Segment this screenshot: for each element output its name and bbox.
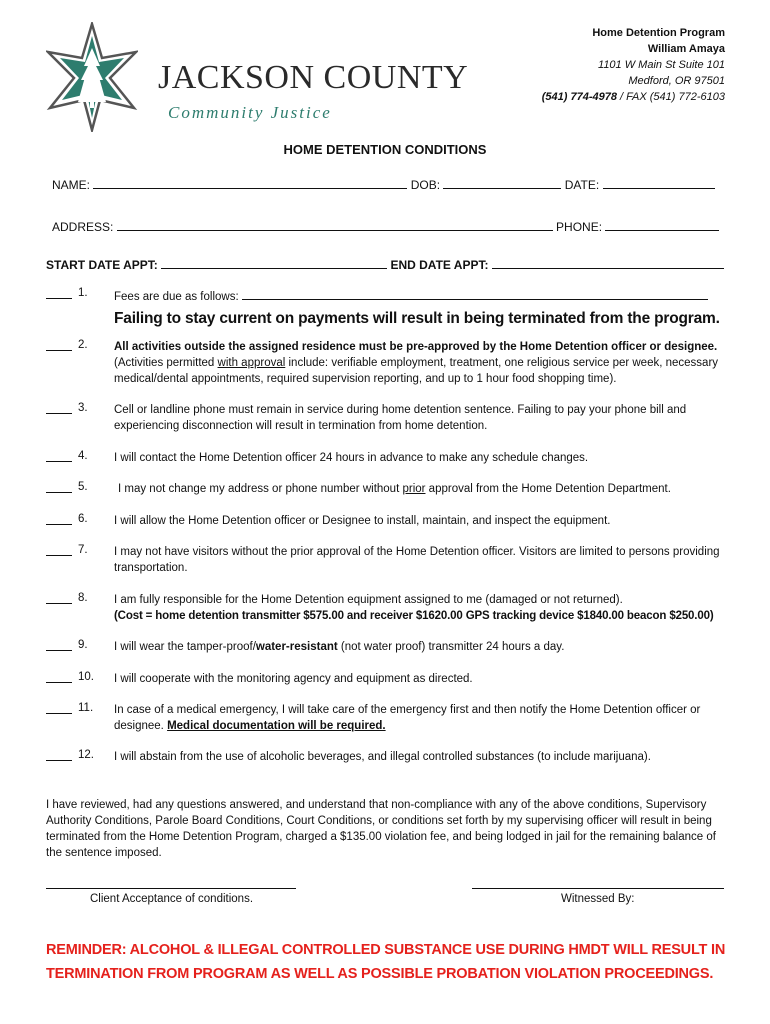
initial-field[interactable] (46, 450, 72, 462)
equipment-cost-text: (Cost = home detention transmitter $575.00 and receiver $1620.00 GPS tracking device $1840.00 beacon $250.00) (114, 610, 714, 622)
initial-field[interactable] (46, 481, 72, 493)
condition-number: 4. (78, 450, 88, 462)
initial-field[interactable] (46, 592, 72, 604)
county-name: JACKSON COUNTY (158, 59, 469, 96)
medical-documentation-note: Medical documentation will be required. (167, 720, 386, 732)
witness-signature-label: Witnessed By: (561, 893, 635, 905)
condition-text: I will cooperate with the monitoring agency and equipment as directed. (114, 673, 473, 685)
phone-number: (541) 774-4978 (541, 91, 617, 103)
condition-number: 3. (78, 402, 88, 414)
client-signature-line[interactable] (46, 888, 296, 889)
condition-text: (Activities permitted (114, 357, 218, 369)
condition-text: I will contact the Home Detention officer 24 hours in advance to make any schedule changes. (114, 452, 589, 464)
condition-text: I may not change my address or phone number without (118, 483, 403, 495)
condition-number: 1. (78, 287, 88, 299)
condition-bold-text: All activities outside the assigned residence must be pre-approved by the Home Detention officer or designee. (114, 341, 718, 353)
condition-text: I may not have visitors without the prior approval of the Home Detention officer. Visitors are limited to persons providing transportation. (114, 546, 720, 574)
initial-field[interactable] (46, 639, 72, 651)
initial-field[interactable] (46, 513, 72, 525)
end-date-field[interactable] (492, 256, 724, 269)
initial-field[interactable] (46, 339, 72, 351)
condition-number: 10. (78, 671, 94, 683)
address-label: ADDRESS: (52, 220, 114, 234)
initial-field[interactable] (46, 671, 72, 683)
street-address: 1101 W Main St Suite 101 (598, 59, 725, 71)
dob-label: DOB: (410, 178, 441, 192)
document-title: HOME DETENTION CONDITIONS (283, 142, 487, 157)
condition-text: Fees are due as follows: (114, 291, 239, 303)
condition-text-cont: include: verifiable employment, treatment, one religious service per week, necessary medical/dental appointments, required supervision reporting, and up to 1 hour food shopping time). (114, 357, 719, 385)
officer-name: William Amaya (647, 43, 725, 55)
witness-signature-line[interactable] (472, 888, 724, 889)
city-address: Medford, OR 97501 (628, 75, 725, 87)
date-field[interactable] (603, 176, 715, 189)
condition-text: Cell or landline phone must remain in service during home detention sentence. Failing to pay your phone bill and experiencing disconnection will result in termination from home detention. (114, 404, 687, 432)
condition-number: 11. (78, 702, 94, 714)
condition-number: 12. (78, 749, 94, 761)
address-field[interactable] (117, 218, 553, 231)
phone-field[interactable] (605, 218, 719, 231)
fax-number: / FAX (541) 772-6103 (616, 91, 725, 103)
initial-field[interactable] (46, 702, 72, 714)
name-label: NAME: (52, 178, 91, 192)
condition-text: In case of a medical emergency, I will take care of the emergency first and then notify the Home Detention officer or designee. (114, 704, 701, 732)
condition-number: 9. (78, 639, 88, 651)
department-subtitle: Community Justice (168, 103, 332, 122)
name-field[interactable] (93, 176, 407, 189)
initial-field[interactable] (46, 544, 72, 556)
condition-text: I am fully responsible for the Home Detention equipment assigned to me (damaged or not returned). (114, 594, 623, 606)
contact-block (542, 25, 725, 105)
dob-field[interactable] (443, 176, 561, 189)
condition-underlined-text: with approval (217, 357, 286, 369)
condition-bold-text: water-resistant (255, 641, 338, 653)
condition-underlined-text: prior (402, 483, 426, 495)
condition-text: I will abstain from the use of alcoholic beverages, and illegal controlled substances (to include marijuana). (114, 751, 651, 763)
condition-text: I will allow the Home Detention officer or Designee to install, maintain, and inspect the equipment. (114, 515, 611, 527)
reminder-warning: REMINDER: ALCOHOL & ILLEGAL CONTROLLED SUBSTANCE USE DURING HMDT WILL RESULT IN TERMINATION FROM PROGRAM AS WELL AS POSSIBLE PROBATION VIOLATION PROCEEDINGS. (46, 942, 726, 982)
initial-field[interactable] (46, 402, 72, 414)
condition-text-cont: approval from the Home Detention Department. (425, 483, 671, 495)
initial-field[interactable] (46, 287, 72, 299)
condition-text-cont: (not water proof) transmitter 24 hours a day. (337, 641, 565, 653)
phone-label: PHONE: (556, 220, 603, 234)
condition-number: 7. (78, 544, 88, 556)
initial-field[interactable] (46, 749, 72, 761)
condition-number: 5. (78, 481, 88, 493)
condition-number: 2. (78, 339, 88, 351)
condition-text: I will wear the tamper-proof/ (114, 641, 256, 653)
condition-number: 6. (78, 513, 88, 525)
payment-warning: Failing to stay current on payments will result in being terminated from the program. (114, 310, 720, 327)
start-date-label: START DATE APPT: (46, 258, 158, 272)
client-signature-label: Client Acceptance of conditions. (90, 893, 254, 905)
program-name: Home Detention Program (592, 27, 725, 39)
fees-field[interactable] (242, 287, 708, 300)
date-label: DATE: (564, 178, 600, 192)
end-date-label: END DATE APPT: (390, 258, 489, 272)
acknowledgement-paragraph: I have reviewed, had any questions answered, and understand that non-compliance with any of the above conditions, Supervisory Authority Conditions, Parole Board Conditions, Court Conditions, or conditions set forth by my supervising officer will result in being terminated from the Home Detention Program, charged a $135.00 violation fee, and being lodged in jail for the remaining balance of the sentence imposed. (46, 799, 716, 859)
start-date-field[interactable] (161, 256, 387, 269)
county-star-tree-logo-icon (46, 22, 138, 132)
condition-number: 8. (78, 592, 88, 604)
